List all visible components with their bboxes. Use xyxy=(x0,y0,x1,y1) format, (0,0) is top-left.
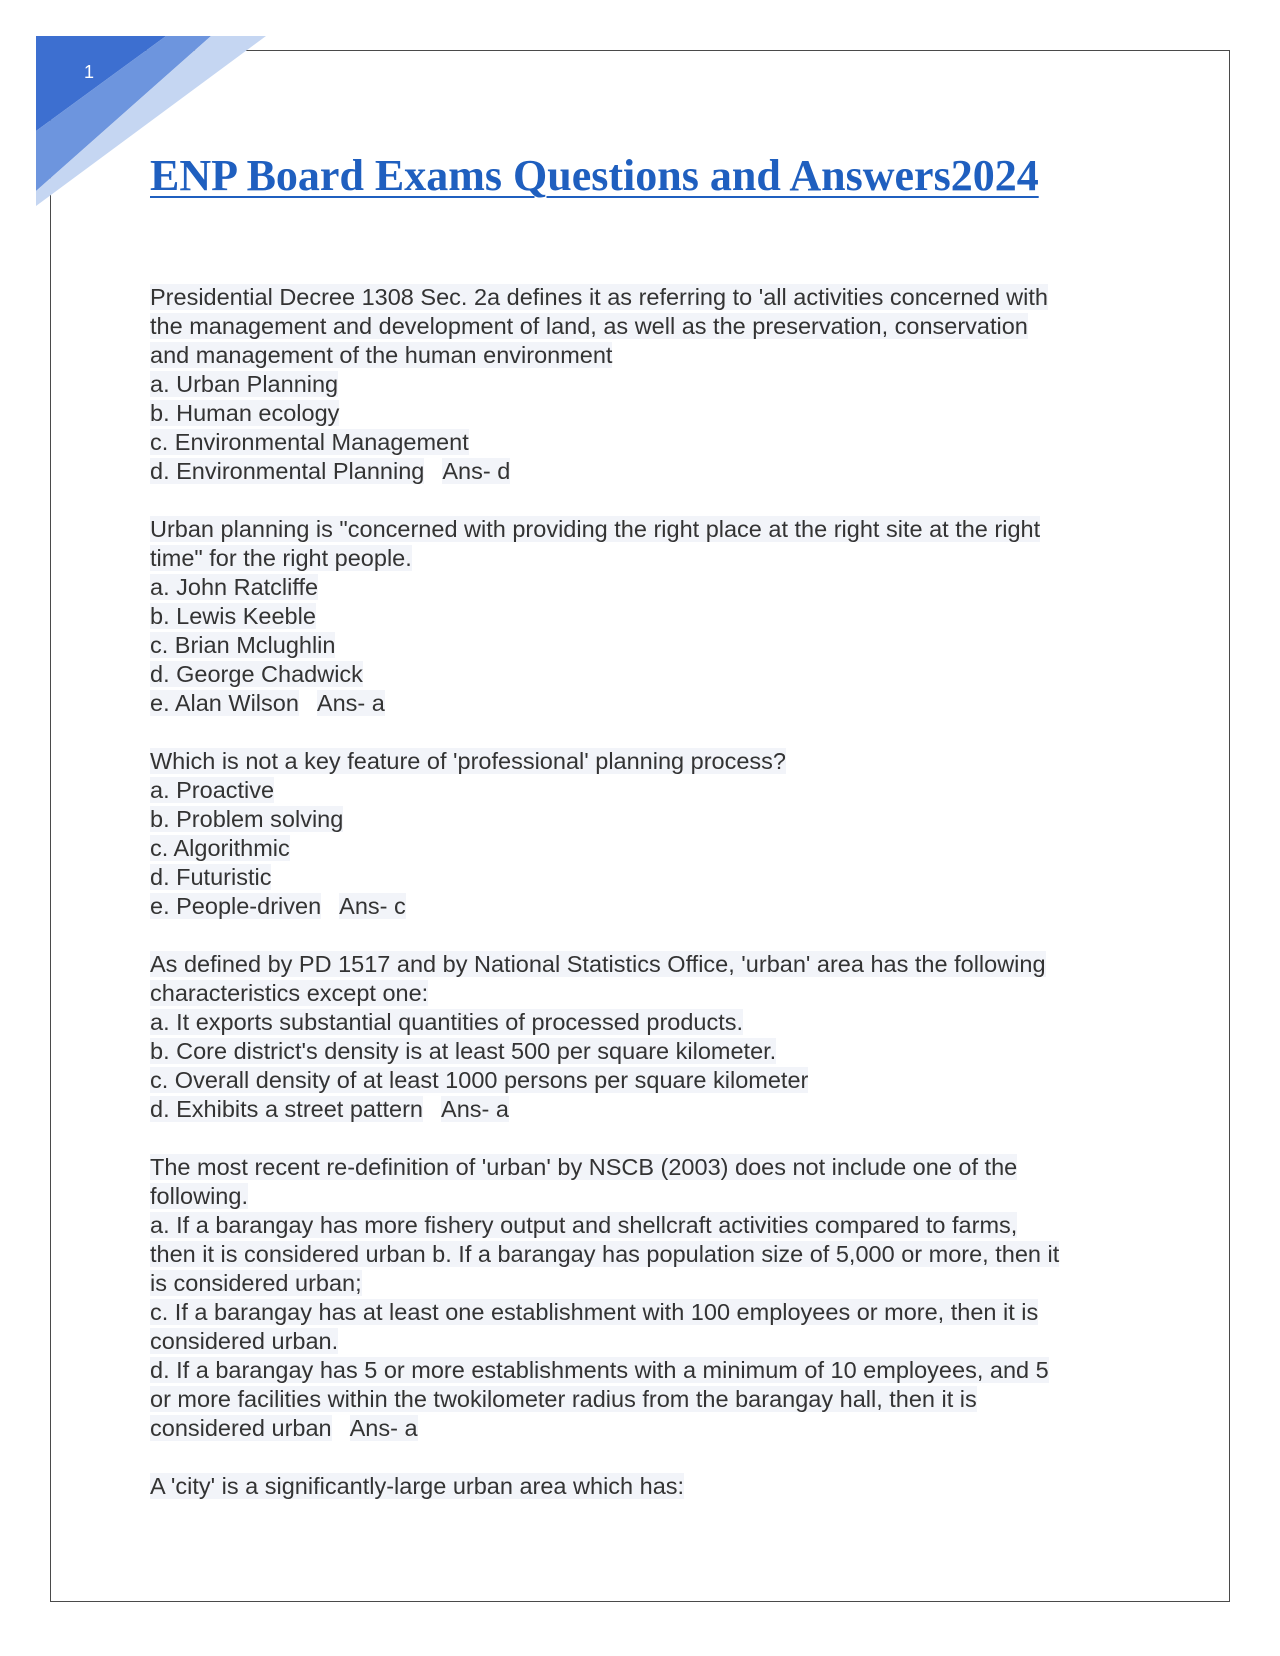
answer-option: d. Futuristic xyxy=(150,864,272,890)
answer-option: or more facilities within the twokilometer radius from the barangay hall, then it is xyxy=(150,1386,977,1412)
question-block xyxy=(150,1472,1130,1501)
answer-option: b. Human ecology xyxy=(150,400,340,426)
question-stem-line: Which is not a key feature of 'professional' planning process? xyxy=(150,748,786,774)
answer-option: a. Proactive xyxy=(150,777,275,803)
question-stem-line: Presidential Decree 1308 Sec. 2a defines it as referring to 'all activities concerned with xyxy=(150,284,1048,310)
answer-option: considered urban. xyxy=(150,1328,339,1354)
answer-key: Ans- a xyxy=(316,690,385,716)
question-stem-line: characteristics except one: xyxy=(150,980,429,1006)
answer-option: c. If a barangay has at least one establishment with 100 employees or more, then it is xyxy=(150,1299,1039,1325)
answer-option: d. George Chadwick xyxy=(150,661,363,687)
answer-option: c. Overall density of at least 1000 persons per square kilometer xyxy=(150,1067,809,1093)
page-number: 1 xyxy=(84,62,95,82)
answer-option: a. It exports substantial quantities of processed products. xyxy=(150,1009,744,1035)
answer-option: considered urban Ans- a xyxy=(150,1415,418,1441)
answer-option: d. If a barangay has 5 or more establishments with a minimum of 10 employees, and 5 xyxy=(150,1357,1049,1383)
answer-option: b. Core district's density is at least 500 per square kilometer. xyxy=(150,1038,777,1064)
question-block xyxy=(150,950,1130,1124)
question-stem-line: The most recent re-definition of 'urban' by NSCB (2003) does not include one of the xyxy=(150,1154,1018,1180)
question-stem-line: the management and development of land, as well as the preservation, conservation xyxy=(150,313,1028,339)
answer-option: c. Algorithmic xyxy=(150,835,290,861)
answer-key: Ans- d xyxy=(442,458,511,484)
question-stem-line: and management of the human environment xyxy=(150,342,613,368)
question-block xyxy=(150,1153,1130,1443)
answer-option: d. Exhibits a street pattern Ans- a xyxy=(150,1096,509,1122)
question-stem-line: As defined by PD 1517 and by National Statistics Office, 'urban' area has the following xyxy=(150,951,1046,977)
answer-option: b. Problem solving xyxy=(150,806,344,832)
document-title: ENP Board Exams Questions and Answers2024 xyxy=(150,151,1039,200)
answer-option: then it is considered urban b. If a barangay has population size of 5,000 or more, then it xyxy=(150,1241,1060,1267)
question-stem-line: A 'city' is a significantly-large urban area which has: xyxy=(150,1473,685,1499)
answer-key: Ans- a xyxy=(349,1415,418,1441)
answer-option: a. If a barangay has more fishery output and shellcraft activities compared to farms, xyxy=(150,1212,1018,1238)
answer-option: d. Environmental Planning Ans- d xyxy=(150,458,511,484)
question-block xyxy=(150,515,1130,718)
answer-option: a. John Ratcliffe xyxy=(150,574,319,600)
question-stem-line: time" for the right people. xyxy=(150,545,412,571)
questions-content xyxy=(150,283,1130,1530)
answer-option: is considered urban; xyxy=(150,1270,362,1296)
question-block xyxy=(150,747,1130,921)
answer-option: a. Urban Planning xyxy=(150,371,339,397)
answer-option: c. Brian Mclughlin xyxy=(150,632,336,658)
answer-option: e. People-driven Ans- c xyxy=(150,893,406,919)
answer-key: Ans- c xyxy=(339,893,406,919)
question-block xyxy=(150,283,1130,486)
answer-option: b. Lewis Keeble xyxy=(150,603,316,629)
answer-option: c. Environmental Management xyxy=(150,429,469,455)
answer-option: e. Alan Wilson Ans- a xyxy=(150,690,385,716)
answer-key: Ans- a xyxy=(441,1096,509,1122)
question-stem-line: Urban planning is "concerned with providing the right place at the right site at the right xyxy=(150,516,1041,542)
question-stem-line: following. xyxy=(150,1183,248,1209)
